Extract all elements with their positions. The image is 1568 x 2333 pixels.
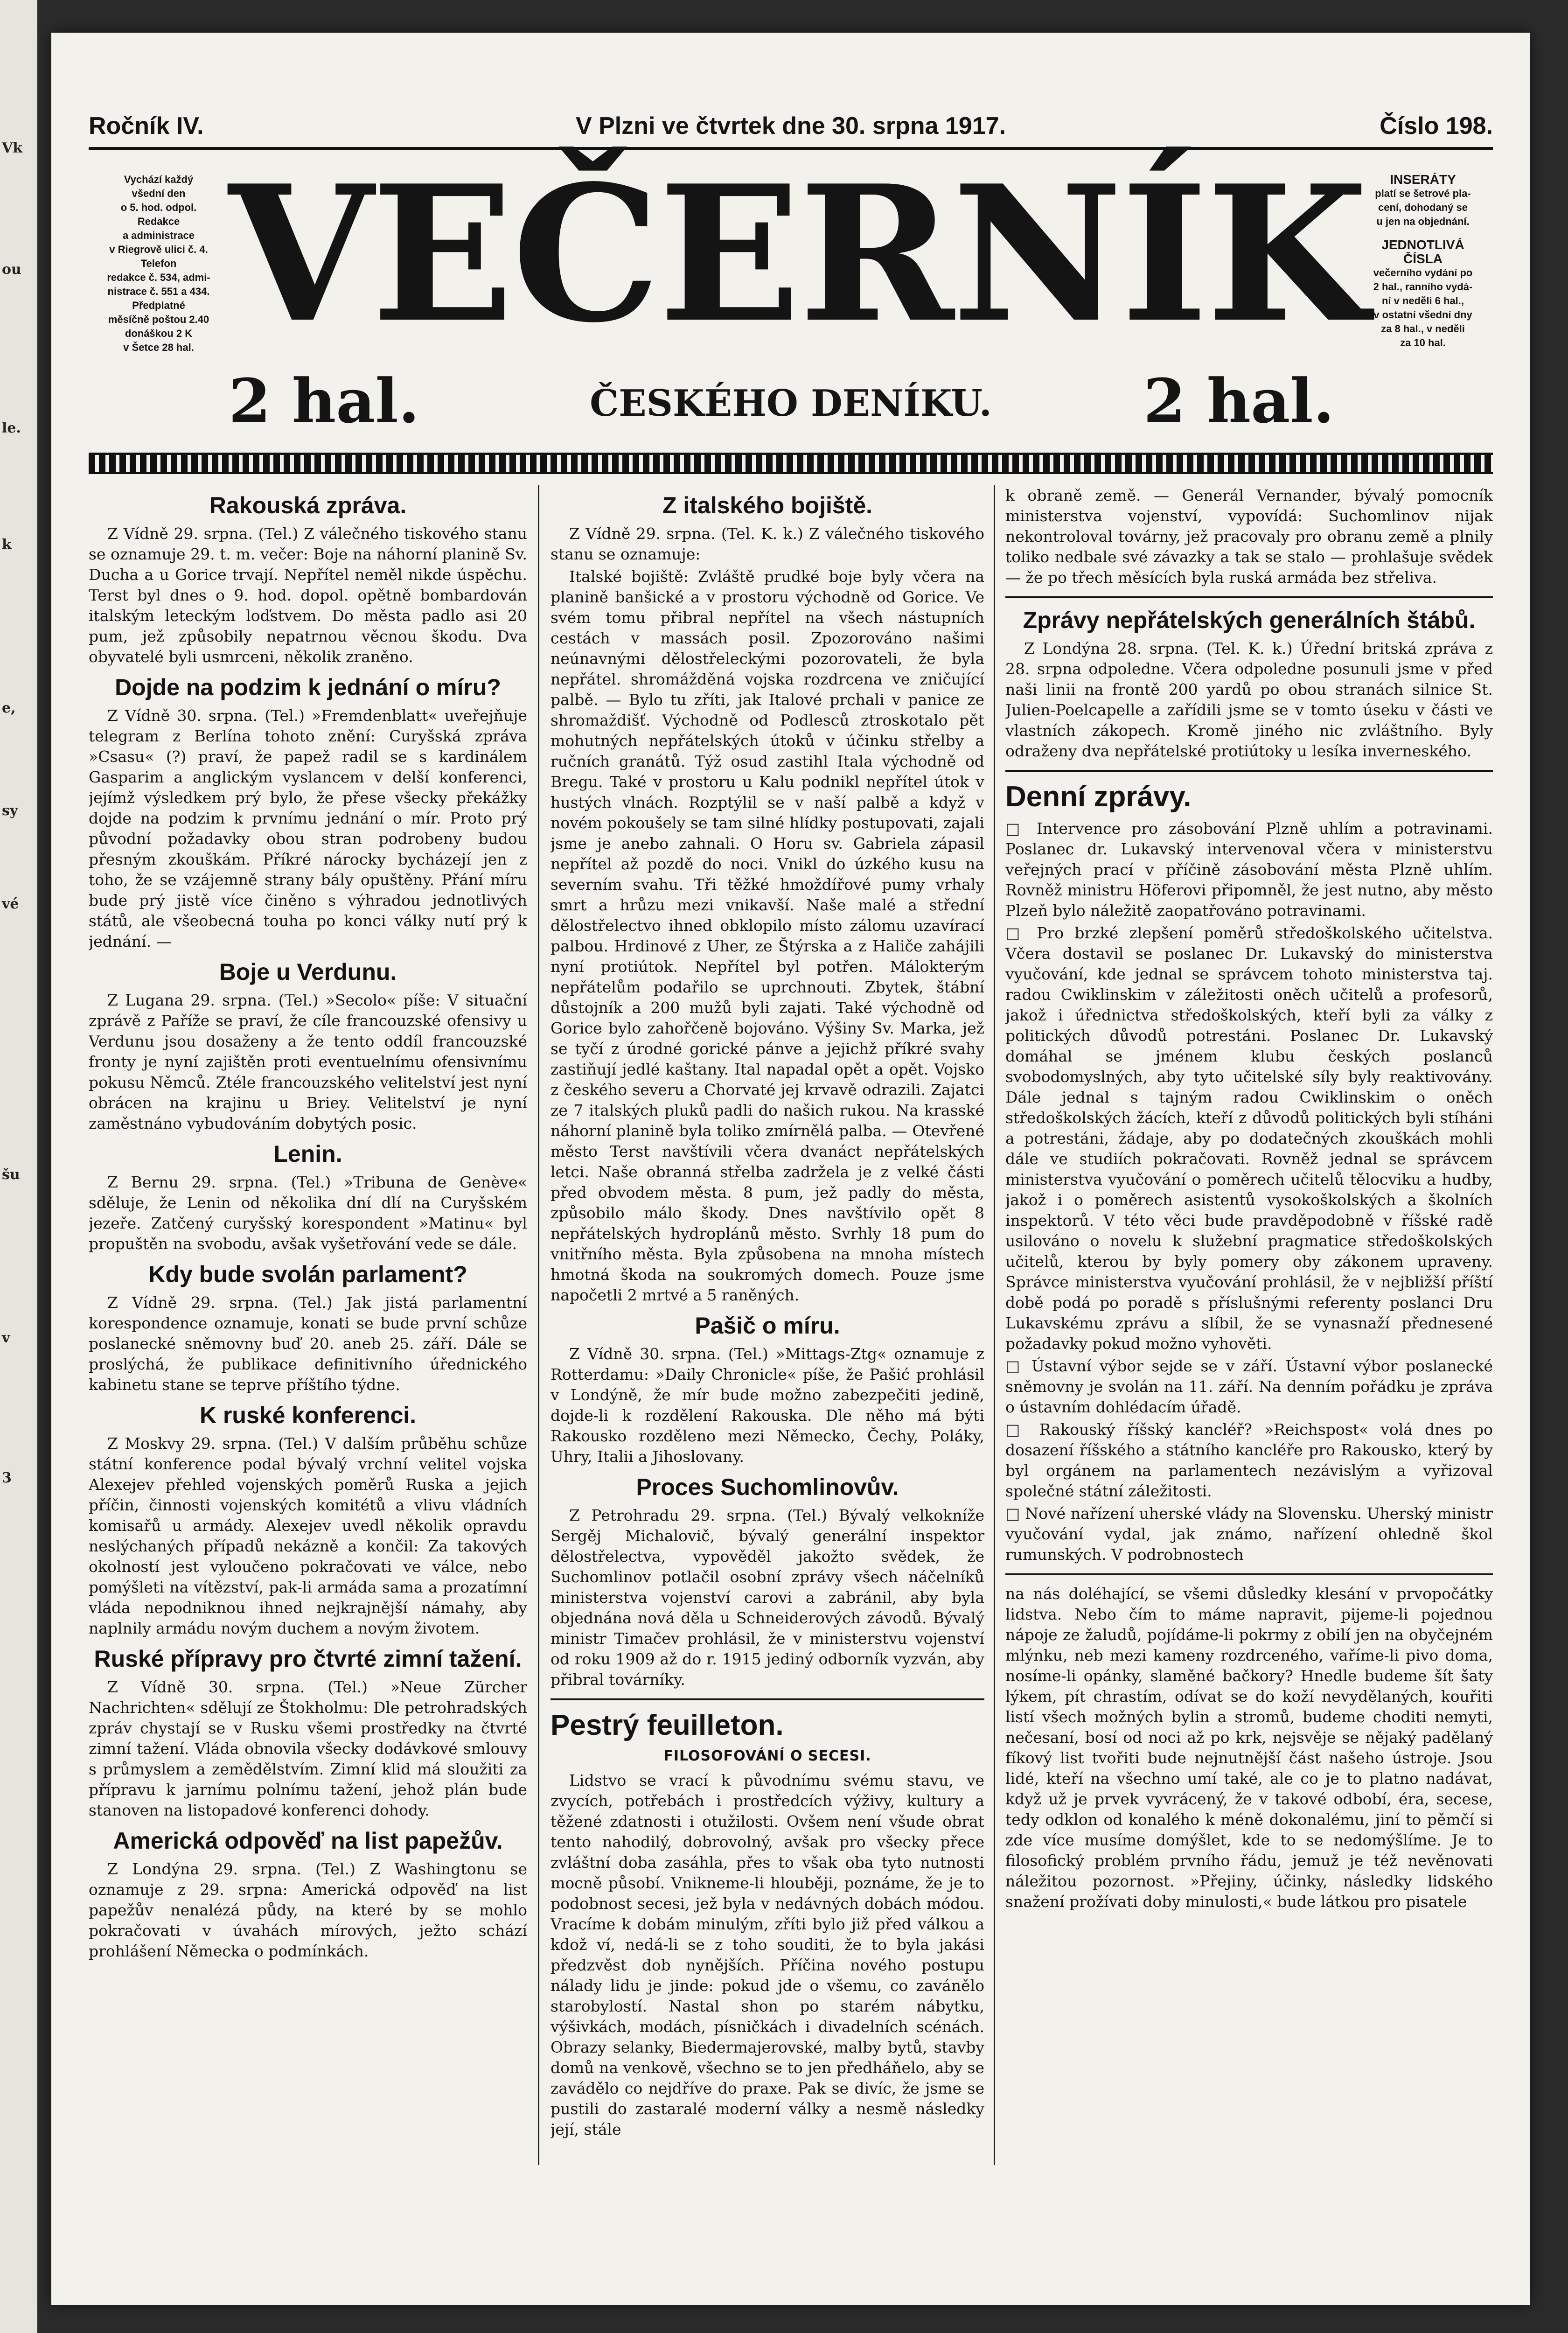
advertising-info-box: INSERÁTY platí se šetrové pla- cení, dohodaný se u jen na objednání. JEDNOTLIVÁ ČÍSLA večerního vydání po 2 hal., ranního vydá- ní v neděli 6 hal., v ostatní všední dny za 8 hal., v neděli za 10 hal.: [1373, 173, 1473, 349]
article-text: k obraně země. — Generál Vernander, bývalý pomocník ministerstva vojenství, vypovídá: Suchomlinov nijak nekontroloval továrny, jež pracovaly pro obranu země a plnily toliko nedbale své závazky a tak se stalo — prohlašuje svědek — že po třech měsících byla ruská armáda bez střeliva.: [1005, 486, 1493, 587]
article-text: Z Moskvy 29. srpna. (Tel.) V dalším průběhu schůze státní konference podal bývalý vrchní velitel vojska Alexejev přehled vojenských poměrů Ruska a jejich příčin, činnosti vojenských komitétů a vlivu vládních komisařů u armády. Alexejev uvedl několik opravdu neslýchaných případů nekázně a končil: Za takových okolností jest vyloučeno pokračovati ve válce, nebo pomýšleti na vítězství, pak-li armáda sama a prozatímní vláda nepodniknou ihned nejkrajnější námahy, aby naplnily armádu novým duchem a novým životem.: [89, 1434, 527, 1637]
price-right: 2 hal.: [1143, 365, 1334, 437]
article-text: Z Lugana 29. srpna. (Tel.) »Secolo« píše: V situační zprávě z Paříže se praví, že cíle francouzské ofensivy u Verdunu jsou dosaženy a že tento oddíl francouzské fronty je nyní zajištěn proti eventuelnímu ofensivnímu pokusu Němců. Ztéle francouzského velitelství jest nyní obrácen na krajinu u Briey. Velitelství je nyní zaměstnáno vybudováním dobytých posic.: [89, 991, 527, 1132]
article-title: Rakouská zpráva.: [209, 492, 407, 518]
column-3: [1005, 485, 1493, 2165]
dateline: V Plzni ve čtvrtek dne 30. srpna 1917.: [575, 112, 1006, 140]
article-title: Dojde na podzim k jednání o míru?: [115, 674, 501, 700]
article-text: Z Vídně 29. srpna. (Tel.) Z válečného tiskového stanu se oznamuje 29. t. m. večer: Boje na náhorní planině Sv. Ducha a u Gorice trvají. Nepřítel neměl nikde úspěchu. Terst byl dnes o 9. hod. dopol. opětně bombardován italským leteckým loďstvem. Do města padlo asi 20 pum, jež způsobily nepatrnou věcnou škodu. Dva obyvatelé byli usmrceni, několik zraněno.: [89, 524, 527, 666]
news-item: □ Intervence pro zásobování Plzně uhlím a potravinami. Poslanec dr. Lukavský intervenoval včera v ministerstvu veřejných prací v příčině zásobování města Plzně uhlím. Rovněž ministru Höferovi připomněl, že jest nutno, aby město Plzeň bylo náležitě zaopatřováno potravinami.: [1005, 819, 1493, 920]
news-item: □ Nové nařízení uherské vlády na Slovensku. Uherský ministr vyučování vydal, jak známo, nařízení ohledně škol rumunských. V podrobnostech: [1005, 1504, 1493, 1564]
section-separator: [1005, 596, 1493, 598]
top-info-line: [89, 112, 1493, 140]
news-item: □ Pro brzké zlepšení poměrů středoškolského učitelstva. Včera dostavil se poslanec Dr. Lukavský do ministerstva vyučování, kde jednal se správcem tohoto ministerstva taj. radou Cwiklinskim v záležitosti oněch učitelů a profesorů, jakož i úřednictva středoškolských, kteří byli za války z politických důvodů potrestáni. Poslanec Dr. Lukavský domáhal se jménem klubu českých poslanců svobodomyslných, aby tyto učitelské síly byly reaktivovány. Dále jednal s tajným radou Cwiklinskim o oněch středoškolských žácích, kteří z důvodů politických byli stíháni a potrestáni, žádaje, aby po dodatečných zkouškách mohli dále ve studiích pokračovati. Rovněž jednal se správcem ministerstva vyučování o poměrech učitelů tělocviku a hudby, jakož i o poměrech asistentů vysokoškolských a školních inspektorů. V této věci bude pravděpodobně v říšské radě usilováno o novelu k služební pragmatice středoškolských učitelů, kterou by byly pomery oby zákonem upraveny. Správce ministerstva vyučování prohlásil, že v nejbližší příští době podá po poradě s příslušnými referenty poslanci Dru Lukavskému zprávu a slíbil, že se vynasnaží přednesené požadavky pokud možno vyhověti.: [1005, 924, 1493, 1353]
news-item: □ Rakouský říšský kancléř? »Reichspost« volá dnes po dosazení říšského a státního kancléře pro Rakousko, který by byl orgánem na parlamentech nezávislým a vyřizoval společné státní záležitosti.: [1005, 1420, 1493, 1500]
feuilleton-continuation: na nás doléhající, se všemi důsledky klesání v prvopočátky lidstva. Nebo čím to máme napravit, pijeme-li pojednou nápoje ze žaludů, pojídáme-li pokrmy z obilí jen na obyčejném mlýnku, neb mezi kameny rozdrceného, vaříme-li pivo doma, nosíme-li opánky, slaměné bačkory? Hnedle budeme šít šaty lýkem, pít chrastím, odívat se do koží nevydělaných, kouřiti listí všech možných bylin a stromů, budeme choditi nemyti, nečesaní, bosí od noci až po krk, nejsvěje se nějaký padělaný fíkový list tvořiti bude nejnutnější část našeho ústroje. Jsou lidé, kteří na všechno umí také, ale co je to platno nadávat, když už je prvek vyvrácený, že v takové odbobí, éra, secese, tedy odklon od konalého k méně dokonalému, jiní to pěmčí si zde více musíme domýšlet, kde to se nedomýšlíme. Je to filosofický problém prvního řádu, jemuž je též nevěnovati náležitou pozornost. »Přejiny, účinky, následky lidského snažení prožívati doby minulosti,« bude látkou pro pisatele: [1005, 1585, 1493, 1911]
column-divider-1: [538, 485, 539, 2165]
article-title: Proces Suchomlinovův.: [636, 1474, 899, 1500]
feuilleton-subtitle: FILOSOFOVÁNÍ O SECESI.: [663, 1748, 871, 1764]
adjacent-page-edge: Vk ou le. k e, sy vé šu v 3: [0, 0, 37, 2333]
decorative-border: [89, 453, 1493, 474]
article-text: Z Vídně 30. srpna. (Tel.) »Mittags-Ztg« oznamuje z Rotterdamu: »Daily Chronicle« píše, že Pašić prohlásil v Londýně, že mír bude možno zabezpečiti jedině, dojde-li k rozdělení Rakouska. Dle něho má býti Rakousko rozděleno mezi Německo, Čechy, Poláky, Uhry, Italii a Jihoslovany.: [551, 1345, 984, 1466]
column-2: [551, 485, 984, 2165]
section-separator: [1005, 1573, 1493, 1575]
article-text: Lidstvo se vrací k původnímu svému stavu, ve zvycích, potřebách i prostředcích výživy, kultury a těžené zdatnosti i otužilosti. Ovšem není všude obrat tento nahodilý, dobrovolný, avšak pro všecky přece zvláštní doba zasáhla, přes to však oba tyto nutnosti mocně působí. Vnikneme-li hlouběji, poznáme, že je to podobnost secesi, jež byla v nedávných dobách módou. Vracíme k dobám minulým, zříti bylo již před válkou a kdož ví, nedá-li se z toho souditi, že to byla jakási předzvěst dob nynějších. Příčina nového postupu nálady lidu je jinde: pokud jde o všemu, co zavánělo starobylostí. Nastal shon po starém nábytku, výšivkách, modách, písničkách i divadelních scénách. Obrazy selanky, Biedermajerovské, malby bytů, stavby domů na venkově, všechno se to jen předháňelo, aby se zavádělo co nejdříve do praxe. Pak se divíc, že jsme se pustili do zastaralé moderní války a nesmě následky její, stále: [551, 1771, 984, 2138]
section-separator: [1005, 770, 1493, 772]
article-text: Italské bojiště: Zvláště prudké boje byly včera na planině banšické a v prostoru východně od Gorice. Ve svém tomu přibral nepřítel na všech nástupních cestách v massách posil. Zpozorováno našimi neúnavnými dělostřeleckými pozorovateli, že byla nepřátel. shromážděná vojska rozdrcena ve zničující palbě. — Bylo tu zříti, jak Italové prchali v panice ze shromaždišť. Východně od Podlesců ztroskotalo pět mohutných nepřátelských útoků v účinku střelby a ručních granátů. Týž osud zastihl Itala východně od Bregu. Také v prostoru u Kalu podnikl nepřítel útok v hustých vlnách. Rozptýlil se v naší palbě a když v novém pokoušely se tam silné hlídky postupovati, zajali jsme je anebo zahnali. O Horu sv. Gabriela zápasil nepřítel až pozdě do noci. Vnikl do úzkého kusu na severním svahu. Tři těžké hmoždířové pumy vrhaly smrt a hrůzu mezi vnikavší. Naše malé a střední dělostřelectvo ihned obklopilo místo zálomu uzavírací palbou. Hrdinové z Uher, ze Štýrska a z Haliče zahájili nyní protiútok. Nepřítel byl potřen. Málokterým nepřátelům podařilo se uprchnouti. Zbytek, štábní důstojník a 200 mužů byli zajati. Také východně od Gorice bylo zahořčeně bojováno. Výšiny Sv. Marka, jež se tyčí z úrodné gorické pánve a jejichž příkré svahy zastiňují jedlé kaštany. Ital napadal opět a opět. Vojsko z českého severu a Chorvaté jej krvavě odrazili. Zajatci ze 7 italských pluků padli do našich rukou. Na krasské náhorní planině byla toliko zmírnělá palba. — Otevřené město Terst navštívili včera dvanáct nepřátelských letci. Naše obranná střelba zadržela je z velké části před obvodem města. 8 pum, jež padly do města, způsobilo málo škody. Dnes navštívilo opět 8 nepřátelských hydroplánů město. Svrhly 18 pum do vnitřního města. Byla způsobena na mnoha místech hmotná škoda na soukromých domech. Pouze jsme napočetli 2 mrtvé a 5 raněných.: [551, 567, 984, 1304]
feuilleton-title: Pestrý feuilleton.: [551, 1709, 784, 1741]
newspaper-subtitle: ČESKÉHO DENÍKU.: [590, 382, 992, 425]
newspaper-title: VEČERNÍK: [229, 145, 1367, 364]
article-text: Z Vídně 30. srpna. (Tel.) »Neue Zürcher Nachrichten« sdělují ze Štokholmu: Dle petrohradských zpráv chystají se v Rusku všemi prostředky na čtvrté zimní tažení. Vláda obnovila všecky dodávkové smlouvy s průmyslem a zemědělstvím. Zimní klid má sloužiti za přípravu k jarnímu polnímu tažení, jehož plán bude stanoven na listopadové konferenci dohody.: [89, 1678, 527, 1819]
news-item: □ Ústavní výbor sejde se v září. Ústavní výbor poslanecké sněmovny je svolán na 11. září. Na denním pořádku je zpráva o ústavním dohlédacím úřadě.: [1005, 1357, 1493, 1416]
article-title: Lenin.: [273, 1141, 342, 1167]
newspaper-page: [51, 33, 1530, 2305]
article-title: Z italského bojiště.: [662, 492, 873, 518]
article-title: Boje u Verdunu.: [219, 959, 397, 985]
issue-number: Číslo 198.: [1380, 112, 1493, 140]
article-text: Z Londýna 28. srpna. (Tel. K. k.) Úřední britská zpráva z 28. srpna odpoledne. Včera odpoledne posunuli jsme v před naši linii na frontě 200 yardů po obou stranách silnice St. Julien-Poelcapelle a zařídili jsme se v tomto úseku v části ve vlastních zákopech. Kromě jiného nic zvláštního. Byly odraženy dva nepřátelské protiútoky u lesíka inverneského.: [1005, 639, 1493, 760]
section-separator: [551, 1698, 984, 1700]
article-text: Z Vídně 29. srpna. (Tel.) Jak jistá parlamentní korespondence oznamuje, konati se bude první schůze poslanecké sněmovny buď 20. aneb 25. září. Dále se proslýchá, že publikace definitivního úřednického kabinetu stane se teprve příštího týdne.: [89, 1293, 527, 1394]
article-title: Pašič o míru.: [695, 1313, 840, 1339]
article-title: Americká odpověď na list papežův.: [113, 1828, 503, 1854]
volume-label: Ročník IV.: [89, 112, 204, 140]
article-title: K ruské konferenci.: [199, 1402, 417, 1428]
column-divider-2: [994, 485, 995, 2165]
column-1: [89, 485, 527, 2165]
article-text: Z Bernu 29. srpna. (Tel.) »Tribuna de Genève« sděluje, že Lenin od několika dní dlí na Curyšském jezeře. Zatčený curyšský korespondent »Matinu« byl propuštěn na svobodu, avšak vyšetřování vede se dále.: [89, 1173, 527, 1253]
article-text: Z Londýna 29. srpna. (Tel.) Z Washingtonu se oznamuje z 29. srpna: Americká odpověď na list papežův nenalézá půdy, na které by se mohlo pokračovati v úvahách mírových, ježto schází prohlášení Německa o podmínkách.: [89, 1860, 527, 1960]
article-title: Zprávy nepřátelských generálních štábů.: [1023, 607, 1476, 633]
article-title: Kdy bude svolán parlament?: [148, 1261, 467, 1287]
article-text: Z Petrohradu 29. srpna. (Tel.) Bývalý velkokníže Sergěj Michalovič, bývalý generální inspektor dělostřelectva, vypověděl jakožto svědek, že Suchomlinov potlačil osobní zprávy všech náčelníků ministerstva vojenství carovi a zabránil, aby byla objednána nová děla u Schneiderových závodů. Bývalý ministr Timačev prohlásil, že v ministerstvu vojenství od roku 1909 až do r. 1915 jediný odborník vyzván, aby přibral továrníky.: [551, 1506, 984, 1689]
publication-info-box: Vychází každý všední den o 5. hod. odpol. Redakce a administrace v Riegrově ulici č. 4. Telefon redakce č. 534, admi- nistrace č. 551 a 434. Předplatné měsíčně poštou 2.40 donáškou 2 K v Šetce 28 hal.: [107, 174, 210, 353]
article-text: Z Vídně 29. srpna. (Tel. K. k.) Z válečného tiskového stanu se oznamuje:: [551, 524, 984, 563]
article-title: Ruské přípravy pro čtvrté zimní tažení.: [94, 1646, 522, 1672]
price-left: 2 hal.: [229, 365, 420, 437]
section-title: Denní zprávy.: [1005, 781, 1192, 813]
article-text: Z Vídně 30. srpna. (Tel.) »Fremdenblatt« uveřejňuje telegram z Berlína tohoto znění: Curyšská zpráva »Csasu« (?) praví, že papež radil se s kardinálem Gasparim a anglickým vyslancem v delší konferenci, jejímž výsledkem prý bylo, že přese všecky překážky dojde na podzim k prvnímu jednání o mír. Proto prý původní požadavky obou stran podrobeny budou přesným zkouškám. Příkré nárocky bycházejí jen z toho, že se vzájemně strany bály opuštěny. Přání míru bude prý jistě více činěno s výhradou jednotlivých států, ale všeobecná touha po konci války nutí prý k jednání. —: [89, 706, 527, 950]
